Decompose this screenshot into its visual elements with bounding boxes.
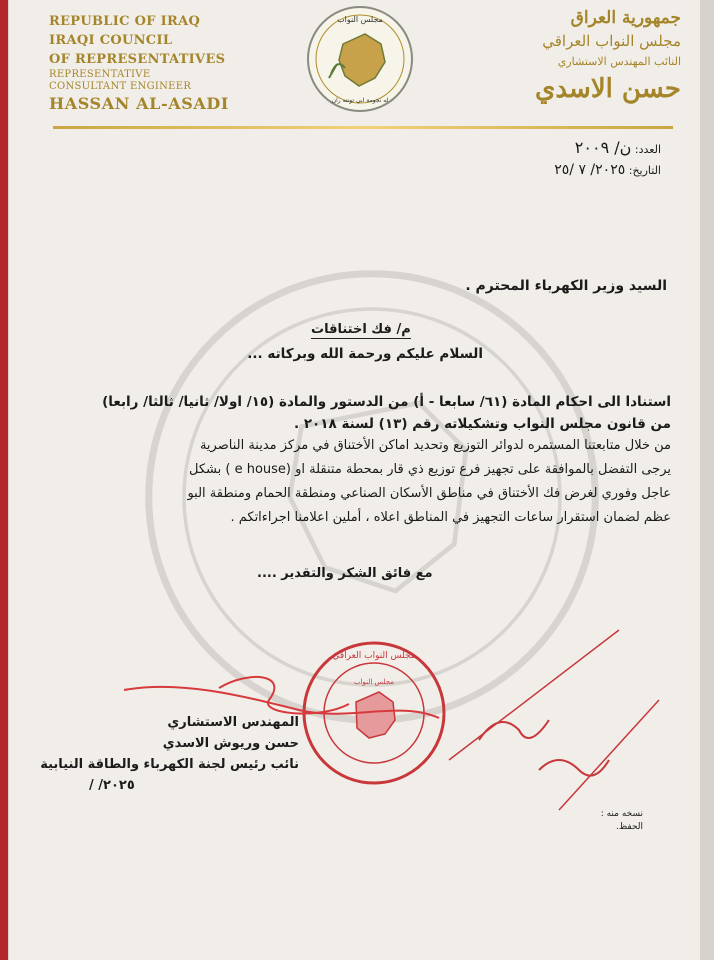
header-en-line2: IRAQI COUNCIL xyxy=(49,33,173,48)
number-line xyxy=(575,138,661,157)
header-ar-line1: جمهورية العراق xyxy=(570,8,681,28)
addressee: السيد وزير الكهرباء المحترم . xyxy=(465,278,667,294)
page-edge xyxy=(700,0,714,960)
logo-text-bottom: له نجومة ابي تونته ران xyxy=(331,97,389,104)
number-label: العدد: xyxy=(634,143,661,156)
date-line xyxy=(554,162,661,178)
para2-line1: من خلال متابعتنا المستمره لدوائر التوزيع وتحديد اماكن الأختناق في مركز مدينة الناصرية xyxy=(199,438,671,453)
signature-date: ٢٠٢٥/ / xyxy=(89,778,135,793)
handwritten-note xyxy=(439,620,669,820)
header-en-name: HASSAN AL-ASADI xyxy=(49,94,229,113)
signer-title: المهندس الاستشاري xyxy=(167,715,299,730)
header-en-line5: CONSULTANT ENGINEER xyxy=(49,81,192,92)
signature-block xyxy=(40,712,299,796)
header-en-line4: REPRESENTATIVE xyxy=(49,69,151,80)
date-value: ٢٠٢٥/ ٧ /٢٥ xyxy=(554,162,626,178)
para2-line3: عاجل وفوري لغرض فك الأختناق في مناطق الأسكان الصناعي ومنطقة الحمام ومنطقة البو xyxy=(187,486,671,501)
subject: م/ فك اختناقات xyxy=(311,322,411,337)
para1-line2: من قانون مجلس النواب وتشكيلاته رقم (١٣) لسنة ٢٠١٨ . xyxy=(293,416,671,432)
closing: مع فائق الشكر والتقدير .... xyxy=(257,566,433,581)
header-arabic xyxy=(431,6,681,106)
copy-to xyxy=(601,808,643,834)
para1-line1: استنادا الى احكام المادة (٦١/ سابعا - أ) من الدستور والمادة (١٥/ اولا/ ثانيا/ ثالثا/ رابعا) xyxy=(102,394,671,410)
header-ar-name: حسن الاسدي xyxy=(535,74,681,104)
copy-to-label: نسخه منه : xyxy=(600,809,643,819)
council-logo xyxy=(305,4,415,114)
header-ar-line3: النائب المهندس الاستشاري xyxy=(557,55,681,68)
para2-line2: يرجى التفضل بالموافقة على تجهيز فرع توزيع ذي قار بمحطة متنقلة او (e house ) بشكل xyxy=(189,462,671,477)
header-english xyxy=(49,12,279,115)
header-ar-line2: مجلس النواب العراقي xyxy=(542,32,681,50)
letter-paper xyxy=(8,0,701,960)
header-divider xyxy=(53,126,673,129)
copy-to-item: الحفظ. xyxy=(615,822,643,832)
stamp-center-text: مجلس النواب xyxy=(353,678,395,686)
signer-position: نائب رئيس لجنة الكهرباء والطاقة النيابية xyxy=(40,757,299,772)
stamp-ring-text: مجلس النواب العراقي xyxy=(332,651,416,661)
date-label: التاريخ: xyxy=(628,164,661,177)
greeting: السلام عليكم ورحمة الله وبركاته ... xyxy=(247,346,483,362)
number-value: ن/ ٢٠٠٩ xyxy=(574,138,632,157)
logo-text-top: مجلس النواب xyxy=(337,15,383,24)
header-en-line1: REPUBLIC OF IRAQ xyxy=(49,14,201,29)
signer-name: حسن وريوش الاسدي xyxy=(162,736,299,751)
para2-line4: عظم لضمان استقرار ساعات التجهيز في المناطق اعلاه ، أملين اعلامنا اجراءاتكم . xyxy=(230,510,671,525)
header-en-line3: OF REPRESENTATIVES xyxy=(49,52,226,67)
